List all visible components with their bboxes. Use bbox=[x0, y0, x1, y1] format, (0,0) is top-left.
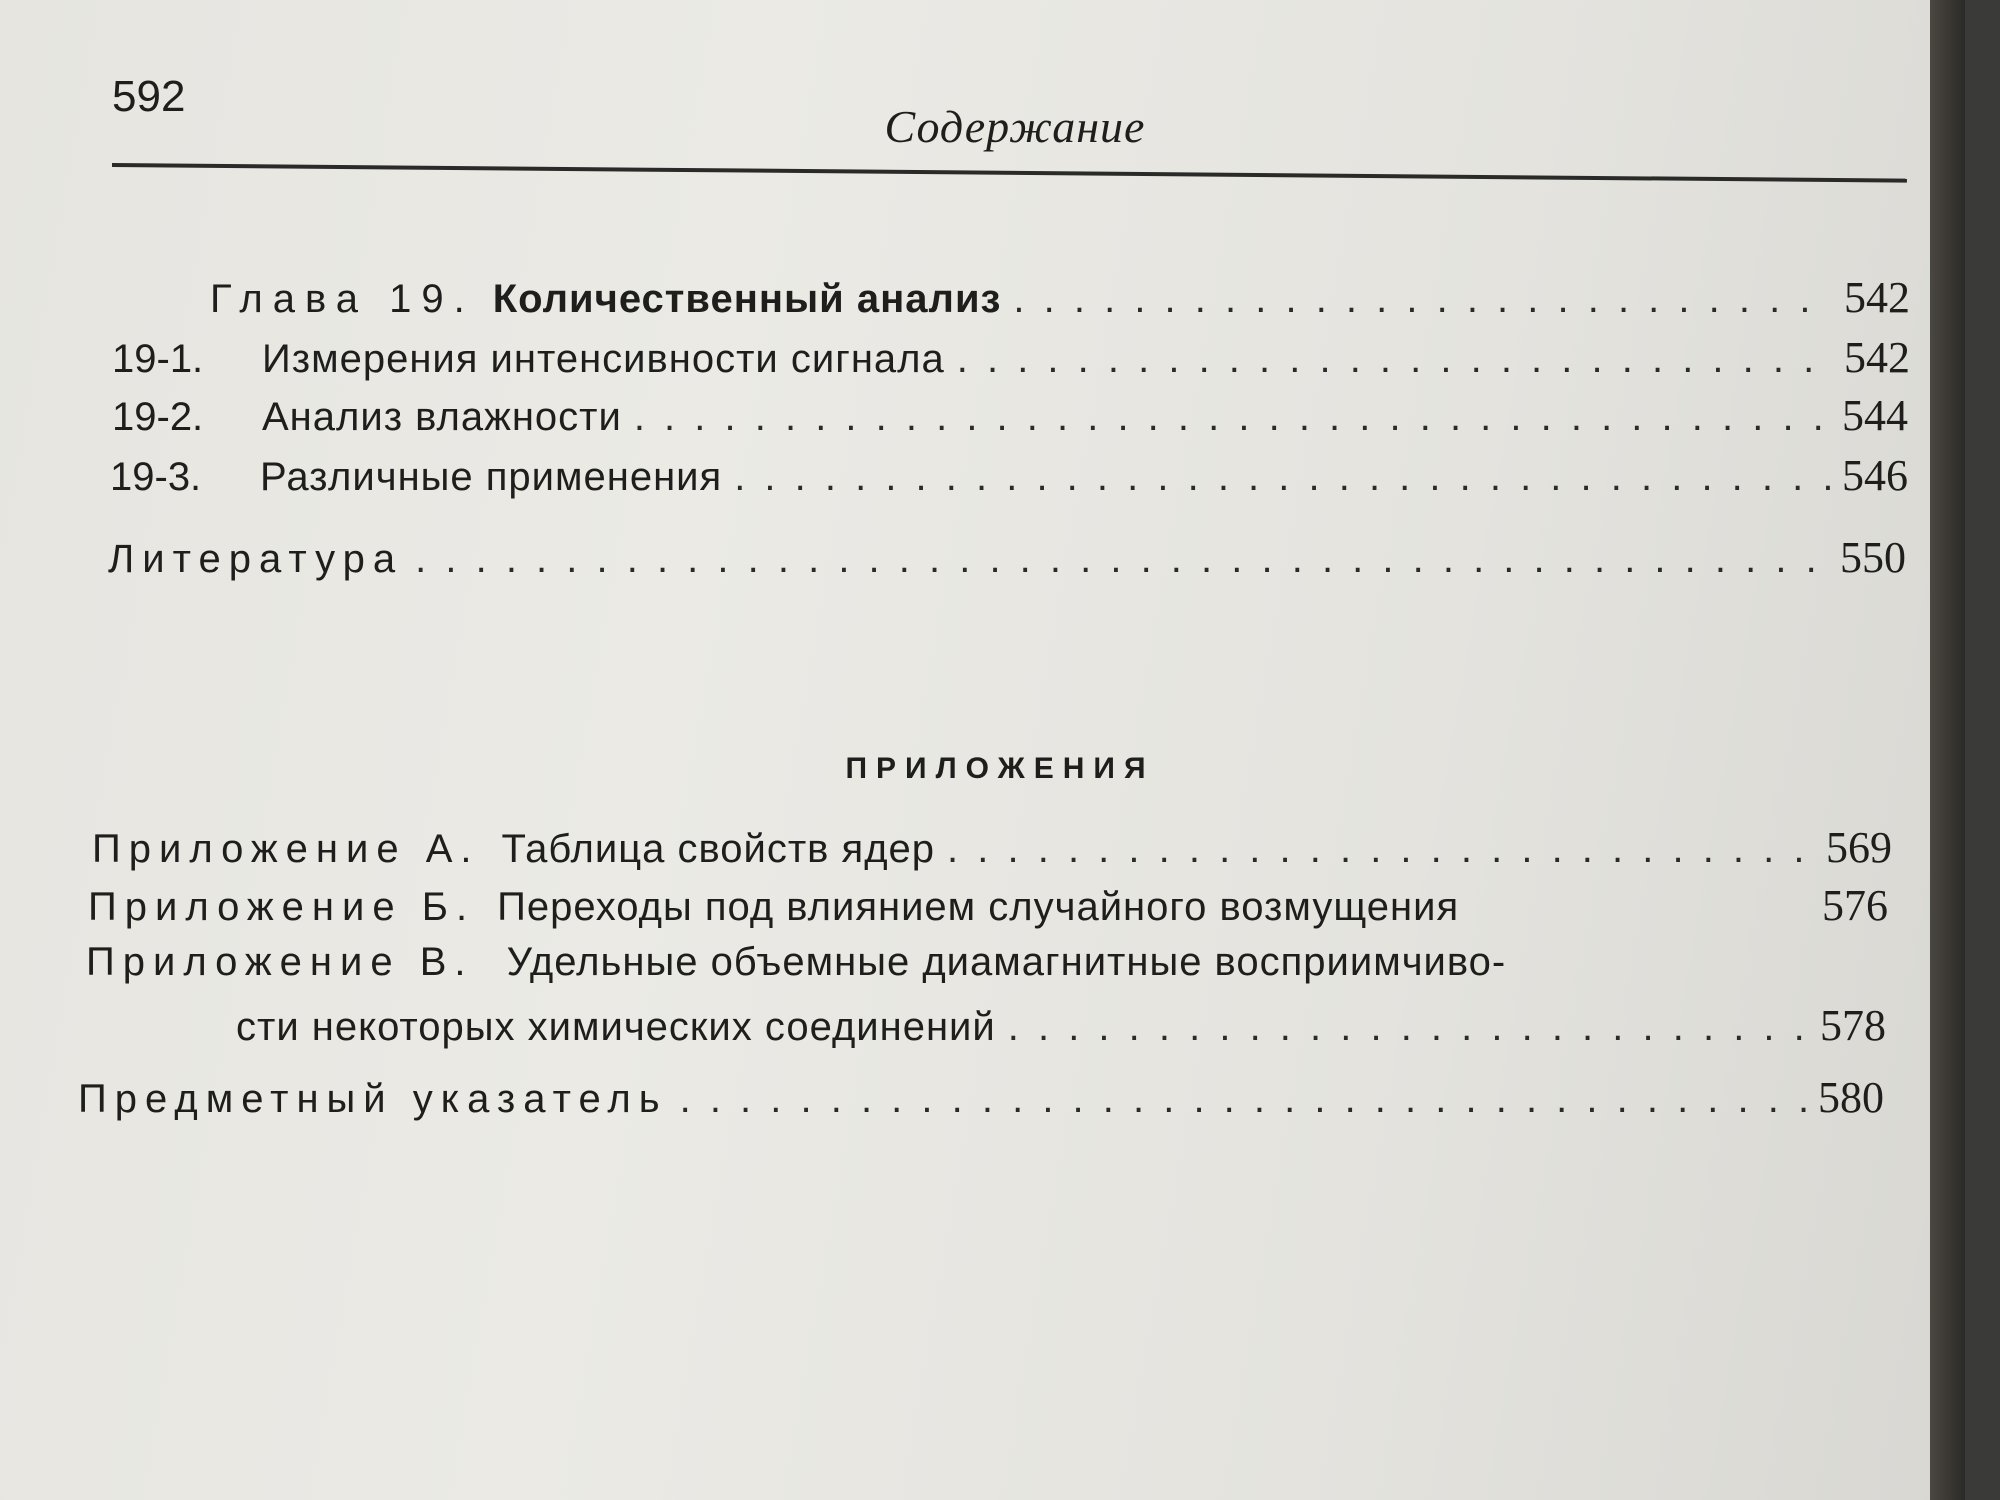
appendix-page: 569 bbox=[1826, 823, 1892, 872]
dot-leader bbox=[680, 1077, 1806, 1122]
toc-appendix-v-line2 bbox=[236, 1000, 1886, 1051]
appendices-heading: ПРИЛОЖЕНИЯ bbox=[845, 752, 1155, 785]
appendix-title: Удельные объемные диамагнитные восприимчиво- bbox=[506, 940, 1507, 984]
index-title: Предметный указатель bbox=[78, 1077, 668, 1121]
dot-leader bbox=[415, 537, 1828, 582]
appendix-label: Приложение А. bbox=[92, 827, 480, 871]
appendix-page: 576 bbox=[1822, 881, 1888, 930]
toc-section-19-3 bbox=[110, 450, 1908, 501]
literature-page: 550 bbox=[1840, 533, 1906, 582]
appendix-title: Переходы под влиянием случайного возмущения bbox=[497, 885, 1460, 929]
section-page: 546 bbox=[1842, 451, 1908, 500]
toc-appendix-a bbox=[92, 822, 1892, 873]
section-page: 544 bbox=[1842, 391, 1908, 440]
toc-appendix-b bbox=[88, 880, 1888, 931]
toc-section-19-2 bbox=[112, 390, 1908, 441]
dot-leader bbox=[947, 827, 1814, 872]
section-number: 19-3. bbox=[110, 455, 202, 499]
section-title: Анализ влажности bbox=[262, 395, 622, 439]
toc-section-19-1 bbox=[112, 332, 1910, 383]
section-title: Измерения интенсивности сигнала bbox=[262, 337, 945, 381]
section-number: 19-1. bbox=[112, 337, 204, 381]
book-binding-edge bbox=[1930, 0, 1965, 1500]
section-page: 542 bbox=[1844, 333, 1910, 382]
appendix-title-continued: сти некоторых химических соединений bbox=[236, 1005, 996, 1049]
chapter-page: 542 bbox=[1844, 273, 1910, 322]
chapter-label: Глава 19. bbox=[210, 277, 475, 321]
appendix-label: Приложение Б. bbox=[88, 885, 476, 929]
chapter-title: Количественный анализ bbox=[492, 277, 1002, 321]
section-number: 19-2. bbox=[112, 395, 204, 439]
dot-leader bbox=[1013, 277, 1832, 322]
dot-leader bbox=[1008, 1005, 1808, 1050]
dot-leader bbox=[634, 395, 1830, 440]
dot-leader bbox=[734, 455, 1830, 500]
section-title: Различные применения bbox=[260, 455, 723, 499]
appendix-label: Приложение В. bbox=[86, 940, 474, 984]
toc-appendix-v-line1 bbox=[86, 940, 1506, 985]
running-title: Содержание bbox=[884, 101, 1146, 152]
toc-chapter-19 bbox=[210, 272, 1910, 323]
toc-subject-index bbox=[78, 1072, 1884, 1123]
page-number: 592 bbox=[112, 72, 186, 121]
dot-leader bbox=[957, 337, 1832, 382]
index-page: 580 bbox=[1818, 1073, 1884, 1122]
literature-title: Литература bbox=[108, 537, 404, 581]
appendix-title: Таблица свойств ядер bbox=[501, 827, 936, 871]
toc-literature bbox=[108, 532, 1906, 583]
appendix-page: 578 bbox=[1820, 1001, 1886, 1050]
